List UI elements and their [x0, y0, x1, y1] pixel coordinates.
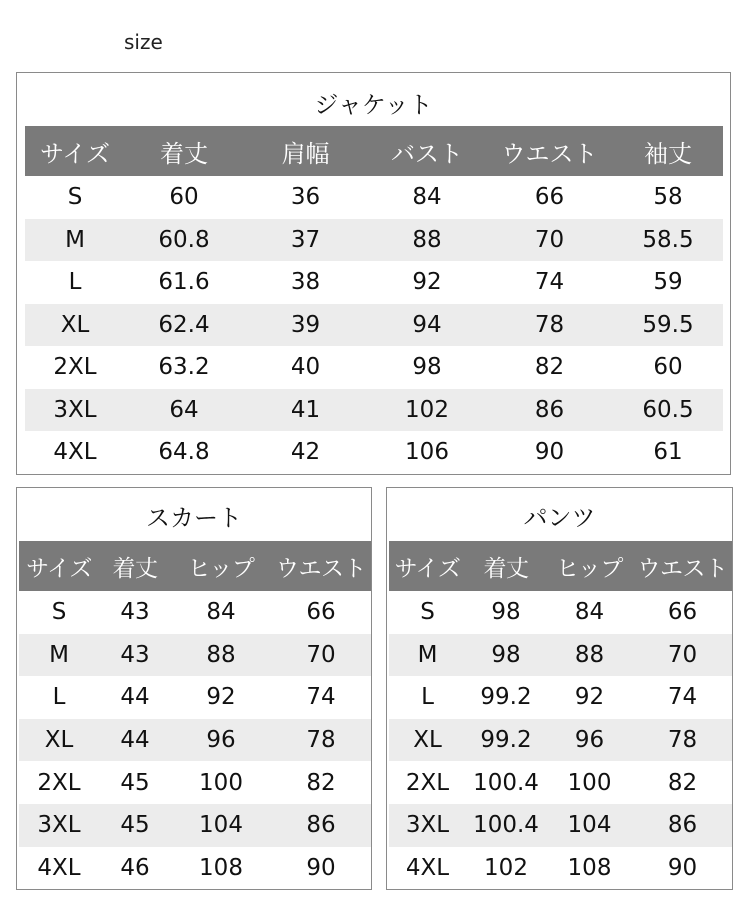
measurement-cell: 102: [368, 389, 486, 432]
measurement-cell: 98: [466, 634, 546, 677]
measurement-cell: 96: [546, 719, 633, 762]
size-cell: 2XL: [53, 354, 97, 381]
measurement-cell: 78: [271, 719, 371, 762]
size-cell: M: [19, 634, 99, 677]
measurement-cell: 84: [412, 184, 442, 211]
skirt-size-table-panel: [16, 487, 372, 890]
measurement-cell: 82: [667, 769, 698, 796]
page-label: size: [124, 30, 163, 54]
measurement-cell: 88: [546, 634, 633, 677]
column-header: ウエスト: [271, 541, 371, 591]
measurement-cell: 88: [368, 219, 486, 262]
measurement-cell: 74: [667, 684, 698, 711]
measurement-cell: 70: [633, 634, 732, 677]
table-row: [389, 591, 732, 634]
table-row: [25, 304, 723, 347]
measurement-cell: 106: [405, 439, 449, 466]
measurement-cell: 96: [171, 719, 271, 762]
measurement-cell: 92: [412, 269, 442, 296]
column-header: ウエスト: [486, 126, 613, 176]
measurement-cell: 84: [574, 599, 605, 626]
jacket-size-table-panel: [16, 72, 731, 475]
table-row: [25, 261, 723, 304]
measurement-cell: 100: [199, 769, 243, 796]
measurement-cell: 62.4: [125, 304, 243, 347]
measurement-cell: 66: [534, 184, 565, 211]
jacket-title: ジャケット: [314, 91, 433, 119]
size-cell: 3XL: [19, 804, 99, 847]
size-cell: M: [25, 219, 125, 262]
measurement-cell: 92: [574, 684, 605, 711]
column-header: 肩幅: [243, 126, 368, 176]
column-header: バスト: [368, 126, 486, 176]
measurement-cell: 46: [120, 854, 150, 881]
table-row: [25, 176, 723, 219]
table-row: [25, 431, 723, 474]
measurement-cell: 99.2: [466, 719, 546, 762]
measurement-cell: 60.5: [613, 389, 723, 432]
measurement-cell: 58.5: [613, 219, 723, 262]
measurement-cell: 86: [486, 389, 613, 432]
measurement-cell: 41: [243, 389, 368, 432]
size-cell: M: [389, 634, 466, 677]
measurement-cell: 104: [171, 804, 271, 847]
size-cell: S: [420, 599, 435, 626]
column-header: ヒップ: [546, 541, 633, 591]
measurement-cell: 78: [486, 304, 613, 347]
measurement-cell: 74: [306, 684, 336, 711]
size-cell: 4XL: [53, 439, 97, 466]
column-header: サイズ: [19, 541, 99, 591]
measurement-cell: 100: [567, 769, 612, 796]
column-header: 着丈: [99, 541, 171, 591]
skirt-title: スカート: [146, 504, 242, 532]
measurement-cell: 60.8: [125, 219, 243, 262]
measurement-cell: 64: [125, 389, 243, 432]
skirt-size-table: [19, 541, 371, 889]
table-row: [19, 847, 371, 890]
measurement-cell: 90: [534, 439, 565, 466]
measurement-cell: 98: [412, 354, 442, 381]
measurement-cell: 61.6: [158, 269, 210, 296]
measurement-cell: 45: [120, 769, 150, 796]
table-row: [25, 389, 723, 432]
measurement-cell: 43: [120, 599, 150, 626]
table-row: [19, 634, 371, 677]
measurement-cell: 102: [484, 854, 528, 881]
size-cell: 3XL: [389, 804, 466, 847]
measurement-cell: 70: [271, 634, 371, 677]
measurement-cell: 90: [306, 854, 336, 881]
table-row: [19, 591, 371, 634]
measurement-cell: 59.5: [613, 304, 723, 347]
measurement-cell: 104: [546, 804, 633, 847]
table-row: [389, 804, 732, 847]
table-row: [389, 761, 732, 804]
size-cell: 2XL: [405, 769, 450, 796]
measurement-cell: 63.2: [158, 354, 210, 381]
table-row: [19, 804, 371, 847]
measurement-cell: 108: [567, 854, 612, 881]
measurement-cell: 44: [99, 719, 171, 762]
column-header: 着丈: [466, 541, 546, 591]
measurement-cell: 84: [206, 599, 236, 626]
measurement-cell: 98: [491, 599, 521, 626]
pants-size-table: [389, 541, 732, 889]
size-cell: 2XL: [37, 769, 81, 796]
measurement-cell: 60: [653, 354, 683, 381]
measurement-cell: 66: [667, 599, 698, 626]
pants-size-table-panel: [386, 487, 733, 890]
measurement-cell: 58: [653, 184, 683, 211]
measurement-cell: 61: [653, 439, 683, 466]
measurement-cell: 36: [290, 184, 321, 211]
measurement-cell: 66: [306, 599, 336, 626]
measurement-cell: 74: [534, 269, 565, 296]
column-header: ウエスト: [633, 541, 732, 591]
column-header: サイズ: [25, 126, 125, 176]
measurement-cell: 100.4: [473, 769, 539, 796]
measurement-cell: 44: [120, 684, 150, 711]
measurement-cell: 70: [486, 219, 613, 262]
table-row: [25, 346, 723, 389]
column-header: 袖丈: [613, 126, 723, 176]
size-cell: XL: [389, 719, 466, 762]
column-header: ヒップ: [171, 541, 271, 591]
size-cell: 3XL: [25, 389, 125, 432]
table-row: [389, 634, 732, 677]
measurement-cell: 92: [206, 684, 236, 711]
table-row: [25, 219, 723, 262]
size-cell: L: [421, 684, 434, 711]
size-cell: S: [51, 599, 67, 626]
table-row: [389, 719, 732, 762]
size-cell: L: [68, 269, 82, 296]
measurement-cell: 82: [306, 769, 336, 796]
measurement-cell: 78: [633, 719, 732, 762]
column-header: サイズ: [389, 541, 466, 591]
table-header-row: [19, 541, 371, 591]
table-row: [19, 761, 371, 804]
size-cell: XL: [25, 304, 125, 347]
table-row: [389, 847, 732, 890]
measurement-cell: 45: [99, 804, 171, 847]
measurement-cell: 86: [633, 804, 732, 847]
pants-title: パンツ: [523, 504, 596, 532]
measurement-cell: 38: [290, 269, 321, 296]
table-header-row: [25, 126, 723, 176]
measurement-cell: 64.8: [158, 439, 210, 466]
measurement-cell: 40: [290, 354, 321, 381]
size-cell: 4XL: [405, 854, 450, 881]
measurement-cell: 99.2: [480, 684, 532, 711]
jacket-size-table: [25, 126, 723, 474]
size-cell: L: [52, 684, 66, 711]
measurement-cell: 108: [199, 854, 243, 881]
measurement-cell: 42: [290, 439, 321, 466]
measurement-cell: 60: [169, 184, 199, 211]
measurement-cell: 94: [368, 304, 486, 347]
measurement-cell: 39: [243, 304, 368, 347]
measurement-cell: 59: [653, 269, 683, 296]
measurement-cell: 90: [667, 854, 698, 881]
table-row: [19, 676, 371, 719]
table-row: [19, 719, 371, 762]
measurement-cell: 82: [534, 354, 565, 381]
table-header-row: [389, 541, 732, 591]
measurement-cell: 43: [99, 634, 171, 677]
measurement-cell: 100.4: [466, 804, 546, 847]
size-cell: XL: [19, 719, 99, 762]
table-row: [389, 676, 732, 719]
size-cell: S: [67, 184, 83, 211]
measurement-cell: 88: [171, 634, 271, 677]
measurement-cell: 86: [271, 804, 371, 847]
column-header: 着丈: [125, 126, 243, 176]
size-cell: 4XL: [37, 854, 81, 881]
measurement-cell: 37: [243, 219, 368, 262]
